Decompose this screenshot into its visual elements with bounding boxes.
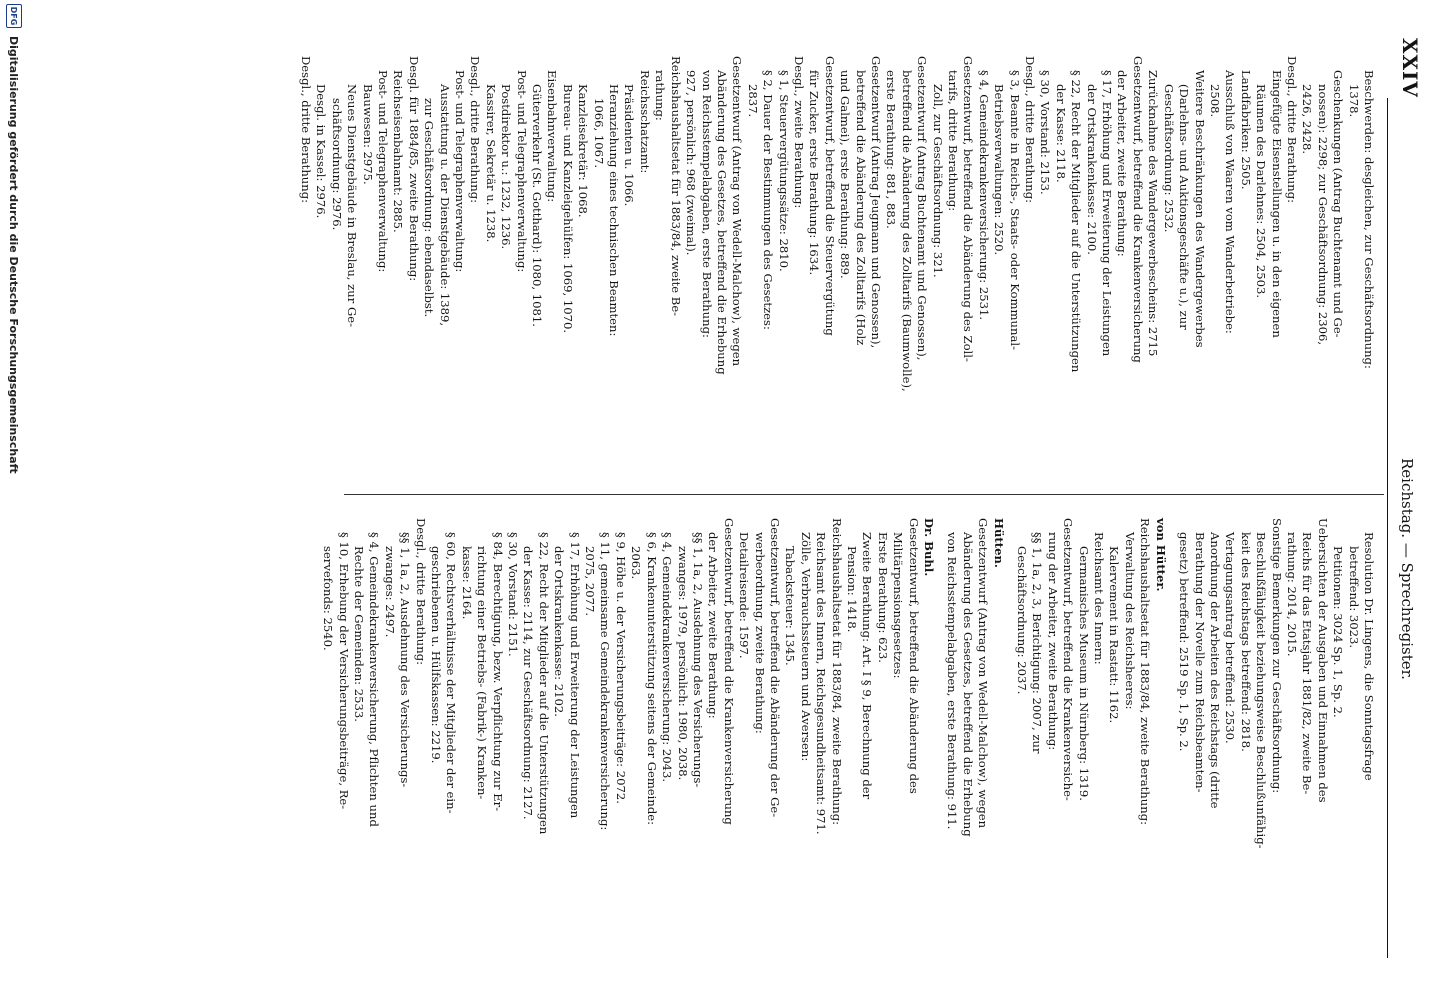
register-entry-line: Kalervement in Rastatt: 1162. — [1107, 546, 1122, 724]
register-entry-line: schäftsordnung: 2976. — [329, 98, 344, 231]
register-entry-line: Desgl., dritte Berathung: — [1284, 56, 1299, 204]
register-entry-line: Bauwesen: 2975. — [360, 84, 375, 185]
register-entry-line: Erste Berathung: 623. — [875, 532, 890, 663]
register-entry-line: 2508. — [1207, 84, 1222, 118]
register-entry-line: Bureau- und Kanzleigehülfen: 1069, 1070. — [560, 84, 575, 334]
register-entry-line: Gesetzentwurf, betreffend die Abänderung des Zoll- — [961, 56, 976, 362]
register-entry-line: Reichshaushaltsetat für 1883/84, zweite Berathung: — [1138, 518, 1153, 826]
register-entry-line: Gesetzentwurf, betreffend die Krankenversicherung — [1130, 56, 1145, 363]
register-entry-line: Beschwerden: desgleichen, zur Geschäftsordnung: — [1362, 70, 1376, 369]
register-entry-line: Gesetzentwurf, betreffend die Abänderung der Ge- — [767, 518, 782, 818]
left-column — [298, 56, 1376, 481]
register-entry-line: 2426, 2428. — [1300, 84, 1315, 155]
register-entry-line: betreffend: 3023. — [1346, 546, 1361, 649]
register-entry-line: § 22, Recht der Mitglieder auf die Unterstützungen — [1069, 70, 1084, 373]
register-entry-line: von Reichsstempelabgaben, erste Berathung: — [699, 70, 714, 338]
register-entry-line: Gesetzentwurf, betreffend die Krankenversicherung — [721, 518, 736, 825]
register-entry-line: der Ortskrankenkasse: 2100. — [1084, 84, 1099, 255]
register-entry-line: § 4, Gemeindekrankenversicherung, Pflichten und — [367, 532, 382, 827]
register-entry-line: Desgl., zweite Berathung: — [791, 56, 806, 209]
register-entry-line: Räumen des Darlehnes: 2504, 2503. — [1254, 84, 1269, 299]
register-entry-line: Kanzleisekretär: 1068. — [576, 84, 591, 218]
register-entry-line: § 60, Rechtsverhältnisse der Mitglieder der ein- — [444, 532, 459, 814]
register-entry-line: der Arbeiter, zweite Berathung: — [1115, 70, 1130, 257]
register-entry-line: §§ 1, 1a, 2, Ausdehnung des Versicherungs- — [398, 532, 413, 788]
register-entry-line: Berathung der Novelle zum Reichsbeamten- — [1192, 532, 1207, 793]
register-entry-line: Weitere Beschränkungen des Wandergewerbes — [1192, 70, 1207, 348]
register-entry-line: Rechte der Gemeinden: 2533. — [352, 546, 366, 722]
register-entry-line: Geschäftsordnung: 2532. — [1161, 84, 1176, 233]
register-entry-line: und Galmei), erste Berathung: 889. — [838, 70, 853, 279]
register-entry-line: richtung einer Betriebs- (Fabrik-) Kranken- — [475, 546, 490, 800]
register-entry-line: §§ 1, 1a, 2, 3, Berichtigung: 2007, zur — [1030, 532, 1045, 754]
register-entry-line: Gesetzentwurf, betreffend die Steuervergütung — [822, 56, 837, 336]
register-entry-line: Resolution Dr. Lingens, die Sonntagsfrage — [1362, 532, 1376, 781]
register-entry-line: Reichsamt des Innern, Reichsgesundheitsamt: 971. — [814, 532, 829, 835]
register-entry-line: Reichsschatzamt: — [637, 70, 652, 174]
column-divider — [344, 494, 1384, 495]
register-entry-line: § 17, Erhöhung und Erweiterung der Leistungen — [567, 532, 582, 819]
register-entry-line: rathung: 2014, 2015. — [1284, 532, 1299, 657]
register-entry-line: betreffend die Abänderung des Zolltarifs (Baumwolle), — [899, 70, 914, 392]
register-entry-line: § 11, gemeinsame Gemeindekrankenversicherung: — [598, 532, 613, 831]
register-entry-line: rung der Arbeiter, zweite Berathung: — [1045, 532, 1060, 751]
register-entry-line: Reichshaushaltsetat für 1883/84, zweite Berathung: — [829, 518, 844, 826]
page-header — [1390, 38, 1424, 958]
register-entry-line: § 4, Gemeindekrankenversicherung: 2043. — [660, 532, 675, 783]
register-entry-line: § 4, Gemeindekrankenversicherung: 2531. — [976, 70, 991, 321]
register-entry-line: Zölle, Verbrauchssteuern und Aversen: — [798, 532, 813, 762]
register-entry-line: Landfabriken: 2505. — [1238, 70, 1253, 190]
register-entry-line: tarifs, dritte Berathung: — [946, 70, 961, 212]
register-entry-line: Gesetzentwurf (Antrag Jeugmann und Genossen), — [869, 56, 883, 349]
register-entry-line: Post- und Telegraphenverwaltung: — [514, 70, 529, 273]
register-entry-line: Pension: 1418. — [845, 546, 859, 633]
register-entry-line: Desgl. für 1884/85, zweite Berathung: — [406, 56, 421, 282]
register-entry-line: Gesetzentwurf, betreffend die Abänderung des — [906, 518, 921, 794]
register-entry-line: für Zucker, erste Berathung: 1634. — [807, 70, 822, 276]
footer-text: Digitalisierung gefördert durch die Deutsche Forschungsgemeinschaft — [7, 36, 21, 474]
register-entry-line: Gesetzentwurf (Antrag von Wedell-Malchow), wegen — [976, 518, 991, 829]
register-entry-line: § 6, Krankenunterstützung seitens der Gemeinde: — [644, 532, 659, 826]
register-entry-line: Desgl. in Kassel: 2976. — [314, 84, 329, 219]
register-entry-line: Uebersichten der Ausgaben und Einnahmen des — [1315, 518, 1330, 803]
register-entry-line: Desgl., dritte Berathung: — [298, 56, 313, 204]
page-number: XXIV — [1398, 38, 1422, 98]
register-entry-line: von Reichsstempelabgaben, erste Berathung: 911. — [945, 532, 960, 830]
register-entry-line: Zoll, zur Geschäftsordnung: 321. — [930, 84, 945, 278]
register-entry-line: Reichsamt des Innern: — [1092, 532, 1107, 665]
register-entry-line: §§ 1, 1a, 2, Ausdehnung des Versicherungs- — [690, 532, 705, 788]
speaker-heading: von Hütter. — [1153, 518, 1168, 592]
register-entry-line: Anordnung der Arbeiten des Reichstags (dritte — [1207, 532, 1222, 809]
register-entry-line: zwanges: 2497. — [382, 546, 397, 638]
register-entry-line: Gesetzentwurf (Antrag Buchtenamt und Genossen), — [915, 56, 930, 361]
register-entry-line: nossen): 2298; zur Geschäftsordnung: 2306, — [1315, 84, 1330, 346]
register-entry-line: § 10, Erhebung der Versicherungsbeiträge, Re- — [336, 532, 351, 810]
register-entry-line: Detailreisende: 1597. — [737, 532, 752, 659]
register-entry-line: Zurücknahme des Wandergewerbescheins: 2715 — [1146, 70, 1161, 357]
register-entry-line: Petitionen: 3024 Sp. 1, Sp. 2. — [1331, 546, 1346, 718]
register-entry-line: 2837. — [745, 84, 760, 118]
register-entry-line: kasse: 2164. — [459, 546, 474, 620]
register-entry-line: der Kasse: 2114, zur Geschäftsordnung: 2127. — [521, 546, 536, 820]
register-entry-line: § 9, Höhe u. der Versicherungsbeiträge: 2072. — [613, 532, 628, 804]
register-entry-line: 2063. — [629, 546, 644, 580]
speaker-heading: Dr. Buhl. — [922, 518, 937, 577]
register-entry-line: werbeordnung, zweite Berathung: — [752, 532, 767, 734]
register-entry-line: zur Geschäftsordnung: ebendaselbst. — [422, 98, 437, 318]
register-entry-line: § 22, Recht der Mitglieder auf die Unterstützungen — [536, 532, 551, 835]
digitization-footer — [4, 0, 24, 1000]
register-entry-line: § 84, Berechtigung, bezw. Verpflichtung zur Er- — [490, 532, 505, 812]
register-entry-line: der Kasse: 2118. — [1053, 84, 1068, 183]
header-rule — [1387, 98, 1388, 958]
right-column — [320, 518, 1376, 943]
register-entry-line: Militärpensionsgesetzes: — [891, 532, 906, 679]
speaker-heading: Hütten. — [991, 518, 1006, 568]
register-entry-line: Heranziehung eines technischen Beamten: — [607, 84, 622, 337]
register-entry-line: Kassirer, Sekretär u. 1238. — [483, 84, 498, 243]
register-entry-line: der Ortskrankenkasse: 2102. — [552, 546, 567, 717]
register-entry-line: erste Berathung: 881, 883. — [884, 70, 899, 229]
dfg-logo-icon: DFG — [6, 4, 22, 28]
register-entry-line: geschriebenen u. Hülfskassen: 2219. — [429, 546, 444, 764]
register-entry-line: Tabacksteuer: 1345. — [783, 546, 798, 666]
register-entry-line: Vertagungsantrag betreffend: 2530. — [1223, 532, 1238, 744]
register-entry-line: Betriebsverwaltungen: 2520. — [992, 84, 1007, 256]
register-entry-line: Sonstige Bemerkungen zur Geschäftsordnung: — [1269, 518, 1284, 794]
register-entry-line: Reichshaushaltsetat für 1883/84, zweite Be- — [668, 56, 683, 317]
register-entry-line: Postdirektor u.: 1232, 1236. — [499, 84, 514, 250]
register-entry-line: Post- und Telegraphenverwaltung: — [453, 70, 468, 273]
register-entry-line: gesetz) betreffend: 2519 Sp. 1, Sp. 2. — [1177, 532, 1192, 752]
register-entry-line: (Darlehns- und Auktionsgeschäfte u.), zur — [1177, 84, 1192, 330]
register-entry-line: Gesetzentwurf (Antrag von Wedell-Malchow), wegen — [730, 56, 745, 367]
register-entry-line: Zweite Berathung: Art. I § 9, Berechnung der — [860, 532, 875, 800]
register-entry-line: rathung: — [653, 70, 668, 121]
register-entry-line: Post- und Telegraphenverwaltung: — [376, 70, 390, 273]
register-entry-line: Beschlußfähigkeit beziehungsweise Beschlußunfähig- — [1254, 532, 1269, 849]
register-entry-line: Abänderung des Gesetzes, betreffend die Erhebung — [960, 532, 975, 837]
register-entry-line: § 17, Erhöhung und Erweiterung der Leistungen — [1100, 70, 1115, 357]
register-entry-line: Germanisches Museum in Nürnberg: 1319. — [1076, 546, 1091, 801]
register-entry-line: Reichs für das Etatsjahr 1881/82, zweite Be- — [1300, 532, 1315, 795]
register-entry-line: Eisenbahnverwaltung: — [545, 70, 560, 203]
register-entry-line: Abänderung des Gesetzes, betreffend die Erhebung — [714, 70, 729, 375]
register-entry-line: betreffend die Abänderung des Zolltarifs (Holz — [853, 70, 868, 346]
register-entry-line — [936, 518, 944, 943]
register-entry-line: Verwaltung des Reichsheeres: — [1122, 532, 1137, 710]
register-entry-line: Desgl., dritte Berathung: — [413, 518, 428, 666]
register-entry-line: Desgl., dritte Berathung: — [468, 56, 483, 204]
register-entry-line: 927, persönlich: 968 (zweimal). — [684, 70, 699, 256]
register-entry-line: 2075, 2077. — [583, 546, 598, 617]
register-entry-line: § 30, Vorstand: 2151. — [506, 532, 521, 657]
register-entry-line: Geschäftsordnung: 2037. — [1015, 546, 1030, 695]
register-entry-line: Eingefügte Eisenstellungen u. in den eigenen — [1269, 70, 1284, 338]
register-entry-line: 1066, 1067. — [591, 98, 606, 169]
register-entry-line: keit des Reichstags betreffend: 2818. — [1238, 532, 1253, 752]
register-entry-line: Gesetzentwurf, betreffend die Krankenversiche- — [1061, 518, 1076, 801]
register-entry-line: § 30, Vorstand: 2153. — [1038, 70, 1053, 195]
register-entry-line: Desgl., dritte Berathung: — [1023, 56, 1038, 204]
register-entry-line: Präsidenten u. 1066. — [622, 84, 637, 207]
register-entry-line: zwanges: 1979, persönlich: 1980, 2038. — [675, 546, 690, 781]
register-entry-line: Güterverkehr (St. Gotthard): 1080, 1081. — [530, 84, 545, 327]
register-entry-line: Neues Dienstgebäude in Breslau, zur Ge- — [345, 84, 360, 327]
register-entry-line: § 2, Dauer der Bestimmungen des Gesetzes: — [761, 70, 776, 330]
register-entry-line: Geschenkungen (Antrag Buchtenamt und Ge- — [1331, 70, 1346, 338]
register-entry-line: § 1, Steuervergütungssätze: 2810. — [776, 70, 791, 272]
running-head: Reichstag. — Sprechregister. — [1398, 458, 1416, 680]
register-entry-line — [1006, 518, 1014, 943]
register-entry-line: 1378. — [1346, 84, 1361, 118]
register-entry-line: Reichseisenbahnamt: 2885. — [391, 70, 406, 233]
register-entry-line: § 3, Beamte in Reichs-, Staats- oder Kommunal- — [1007, 70, 1022, 350]
register-entry-line — [1168, 518, 1176, 943]
register-entry-line: Ausstattung u. der Dienstgebäude: 1389, — [437, 84, 452, 327]
register-entry-line: Ausschluß von Waaren vom Wanderbetriebe: — [1223, 70, 1238, 334]
register-entry-line: der Arbeiter, zweite Berathung: — [706, 532, 721, 719]
register-entry-line: servefonds: 2540. — [321, 546, 336, 651]
